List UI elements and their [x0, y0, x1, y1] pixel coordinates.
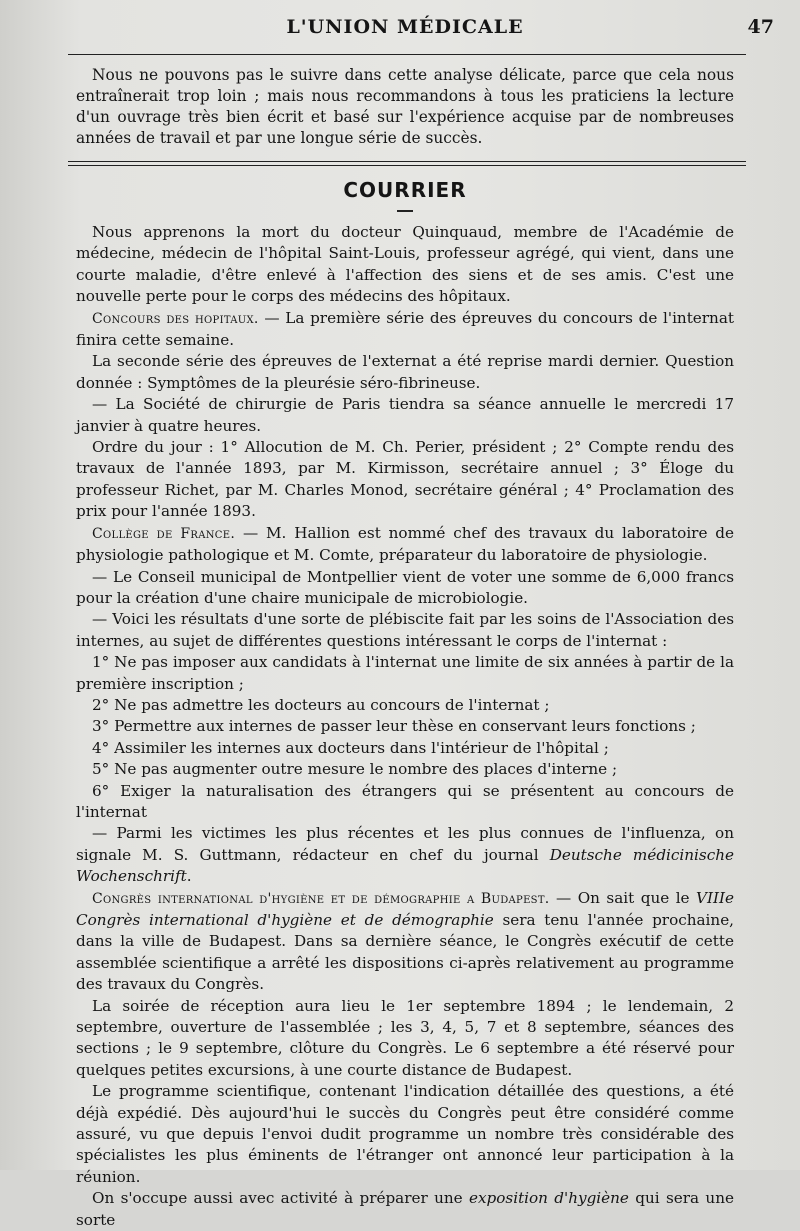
list-item: 3° Permettre aux internes de passer leur thèse en conservant leurs fonctions ;	[92, 717, 696, 736]
paragraph: — La Société de chirurgie de Paris tiendra sa séance annuelle le mercredi 17 janvier à quatre heures.	[76, 395, 734, 435]
paragraph: — Parmi les victimes les plus récentes et les plus connues de l'influenza, on signale M. S. Guttmann, rédacteur en chef du journal Deutsche médicinische Wochenschrift.	[76, 824, 734, 886]
paragraph: Concours des hopitaux. — La première série des épreuves du concours de l'internat finira cette semaine.	[76, 308, 734, 350]
paragraph: La soirée de réception aura lieu le 1er septembre 1894 ; le lendemain, 2 septembre, ouverture de l'assemblée ; les 3, 4, 5, 7 et 8 septembre, séances des sections ; le 9 septembre, clôture du Congrès. Le 6 septembre a été réservé pour quelques petites excursions, à une courte distance de Budapest.	[76, 996, 734, 1079]
article-body	[76, 222, 734, 1231]
journal-title: Deutsche médicinische Wochenschrift	[76, 845, 734, 886]
running-title: L'UNION MÉDICALE	[286, 16, 524, 38]
title-dash	[397, 210, 413, 212]
section-title: COURRIER	[343, 178, 467, 202]
paragraph: Congrès international d'hygiène et de démographie a Budapest. — On sait que le VIIIe Congrès international d'hygiène et de démographie sera tenu l'année prochaine, dans la ville de Budapest. Dans sa dernière séance, le Congrès exécutif de cette assemblée scientifique a arrêté les dispositions ci-après relativement au programme des travaux du Congrès.	[76, 888, 735, 994]
congress-name: VIIIe Congrès international d'hygiène et de démographie	[76, 888, 734, 929]
paragraph-lead: Collège de France.	[92, 525, 236, 542]
paragraph: Collège de France. — M. Hallion est nommé chef des travaux du laboratoire de physiologie pathologique et M. Comte, préparateur du laboratoire de physiologie.	[76, 523, 735, 565]
list-item: 4° Assimiler les internes aux docteurs dans l'intérieur de l'hôpital ;	[92, 738, 609, 757]
section-rule	[68, 161, 746, 166]
paragraph: Le programme scientifique, contenant l'indication détaillée des questions, a été déjà expédié. Dès aujourd'hui le succès du Congrès peut être considéré comme assuré, vu que depuis l'envoi dudit programme un nombre très considérable des spécialistes les plus éminents de l'étranger ont annoncé leur participation à la réunion.	[76, 1082, 734, 1186]
paragraph-lead: Concours des hopitaux.	[92, 310, 259, 327]
header-rule	[68, 54, 746, 55]
list-item: 6° Exiger la naturalisation des étrangers qui se présentent au concours de l'internat	[76, 781, 734, 821]
paragraph: On s'occupe aussi avec activité à préparer une exposition d'hygiène qui sera une sorte	[76, 1189, 734, 1229]
paragraph: — Le Conseil municipal de Montpellier vient de voter une somme de 6,000 francs pour la création d'une chaire municipale de microbiologie.	[76, 567, 734, 607]
page-number: 47	[747, 16, 774, 38]
paragraph: — Voici les résultats d'une sorte de plébiscite fait par les soins de l'Association des internes, au sujet de différentes questions intéressant le corps de l'internat :	[76, 610, 734, 650]
list-item: 1° Ne pas imposer aux candidats à l'internat une limite de six années à partir de la première inscription ;	[76, 653, 734, 693]
list-item: 5° Ne pas augmenter outre mesure le nombre des places d'interne ;	[92, 760, 618, 779]
exhibition-name: exposition d'hygiène	[469, 1189, 629, 1208]
paragraph-lead: Congrès international d'hygiène et de démographie a Budapest.	[92, 890, 550, 907]
list-item: 2° Ne pas admettre les docteurs au concours de l'internat ;	[92, 695, 550, 714]
paragraph: Ordre du jour : 1° Allocution de M. Ch. Perier, président ; 2° Compte rendu des travaux de l'année 1893, par M. Kirmisson, secrétaire annuel ; 3° Éloge du professeur Richet, par M. Charles Monod, secrétaire général ; 4° Proclamation des prix pour l'année 1893.	[76, 438, 734, 521]
paragraph: La seconde série des épreuves de l'externat a été reprise mardi dernier. Question donnée : Symptômes de la pleurésie séro-fibrineuse.	[76, 352, 734, 392]
paragraph: Nous apprenons la mort du docteur Quinquaud, membre de l'Académie de médecine, médecin de l'hôpital Saint-Louis, professeur agrégé, qui vient, dans une courte maladie, d'être enlevé à l'affection des siens et de ses amis. C'est une nouvelle perte pour le corps des médecins des hôpitaux.	[76, 223, 734, 306]
intro-paragraph: Nous ne pouvons pas le suivre dans cette analyse délicate, parce que cela nous entraînerait trop loin ; mais nous recommandons à tous les praticiens la lecture d'un ouvrage très bien écrit et basé sur l'expérience acquise par de nombreuses années de travail et par une longue série de succès.	[76, 66, 734, 147]
page-header	[76, 14, 774, 44]
